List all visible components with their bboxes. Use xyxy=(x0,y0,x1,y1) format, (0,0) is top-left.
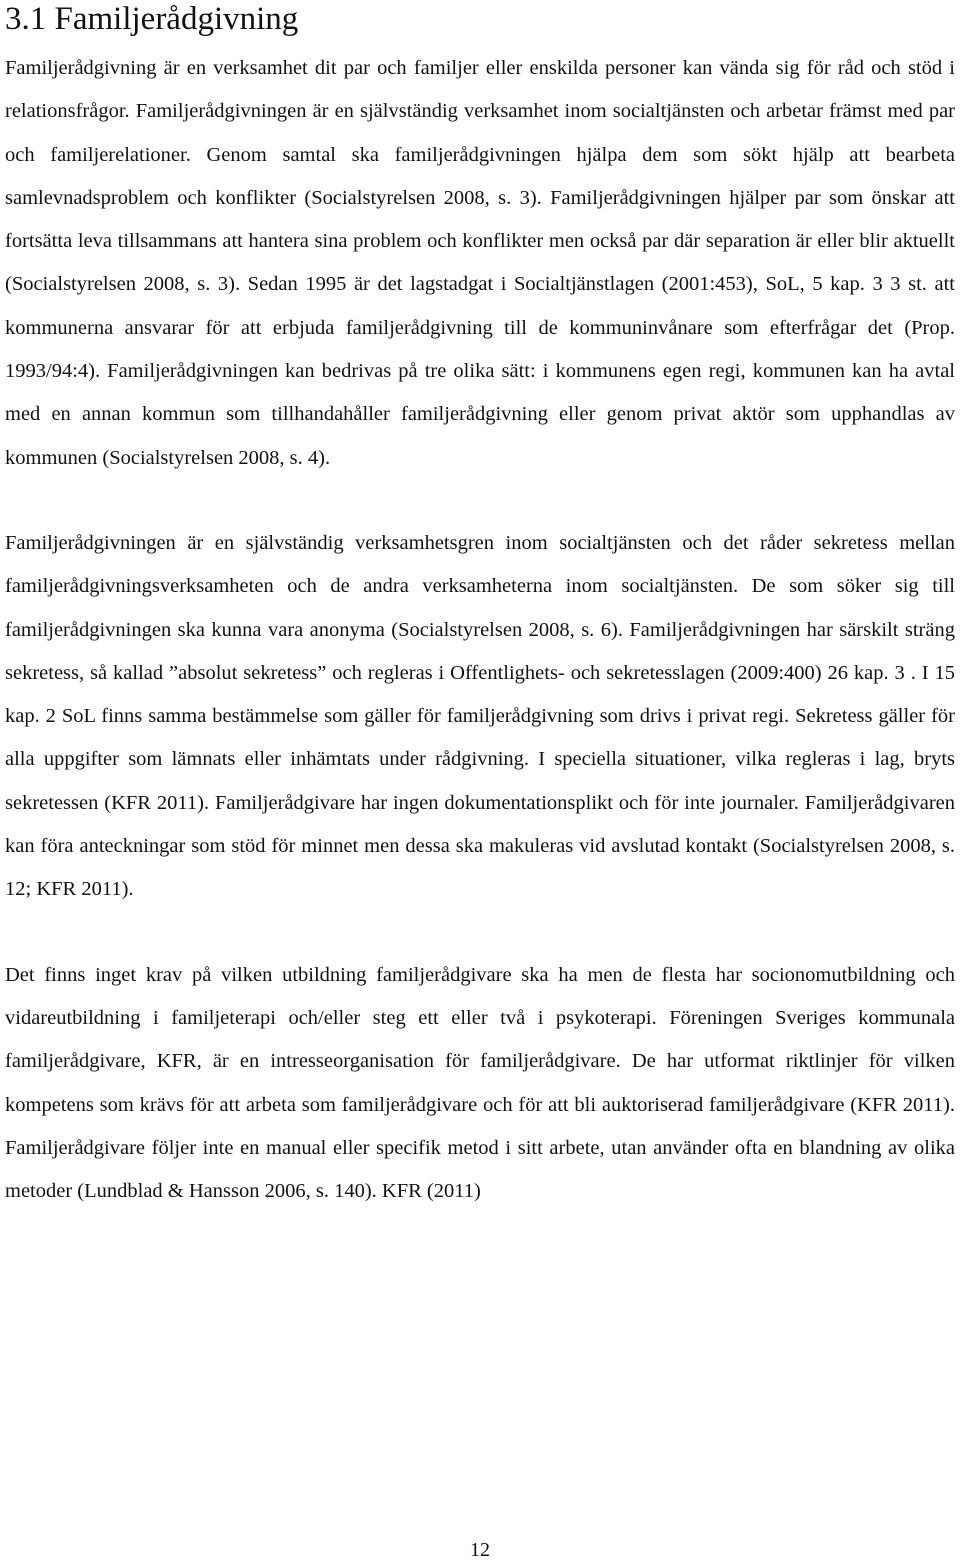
page-number: 12 xyxy=(470,1539,490,1561)
paragraph-1: Familjerådgivning är en verksamhet dit par och familjer eller enskilda personer kan vända sig för råd och stöd i relationsfrågor. Familjerådgivningen är en självständig verksamhet inom socialtjänsten och arbetar främst med par och familjerelationer. Genom samtal ska familjerådgivningen hjälpa dem som sökt hjälp att bearbeta samlevnadsproblem och konflikter (Socialstyrelsen 2008, s. 3). Familjerådgivningen hjälper par som önskar att fortsätta leva tillsammans att hantera sina problem och konflikter men också par där separation är eller blir aktuellt (Socialstyrelsen 2008, s. 3). Sedan 1995 är det lagstadgat i Socialtjänstlagen (2001:453), SoL, 5 kap. 3 3 st. att kommunerna ansvarar för att erbjuda familjerådgivning till de kommuninvånare som efterfrågar det (Prop. 1993/94:4). Familjerådgivningen kan bedrivas på tre olika sätt: i kommunens egen regi, kommunen kan ha avtal med en annan kommun som tillhandahåller familjerådgivning eller genom privat aktör som upphandlas av kommunen (Socialstyrelsen 2008, s. 4). xyxy=(5,57,955,469)
paragraph-3: Det finns inget krav på vilken utbildning familjerådgivare ska ha men de flesta har socionomutbildning och vidareutbildning i familjeterapi och/eller steg ett eller två i psykoterapi. Föreningen Sveriges kommunala familjerådgivare, KFR, är en intresseorganisation för familjerådgivare. De har utformat riktlinjer för vilken kompetens som krävs för att arbeta som familjerådgivare och för att bli auktoriserad familjerådgivare (KFR 2011). Familjerådgivare följer inte en manual eller specifik metod i sitt arbete, utan använder ofta en blandning av olika metoder (Lundblad & Hansson 2006, s. 140). KFR (2011) xyxy=(5,963,955,1203)
section-heading: 3.1 Familjerådgivning xyxy=(5,1,299,37)
paragraph-2: Familjerådgivningen är en självständig verksamhetsgren inom socialtjänsten och det råder sekretess mellan familjerådgivningsverksamheten och de andra verksamheterna inom socialtjänsten. De som söker sig till familjerådgivningen ska kunna vara anonyma (Socialstyrelsen 2008, s. 6). Familjerådgivningen har särskilt sträng sekretess, så kallad ”absolut sekretess” och regleras i Offentlighets- och sekretesslagen (2009:400) 26 kap. 3 . I 15 kap. 2 SoL finns samma bestämmelse som gäller för familjerådgivning som drivs i privat regi. Sekretess gäller för alla uppgifter som lämnats eller inhämtats under rådgivning. I speciella situationer, vilka regleras i lag, bryts sekretessen (KFR 2011). Familjerådgivare har ingen dokumentationsplikt och för inte journaler. Familjerådgivaren kan föra anteckningar som stöd för minnet men dessa ska makuleras vid avslutad kontakt (Socialstyrelsen 2008, s. 12; KFR 2011). xyxy=(5,531,955,901)
document-page xyxy=(5,0,955,1213)
